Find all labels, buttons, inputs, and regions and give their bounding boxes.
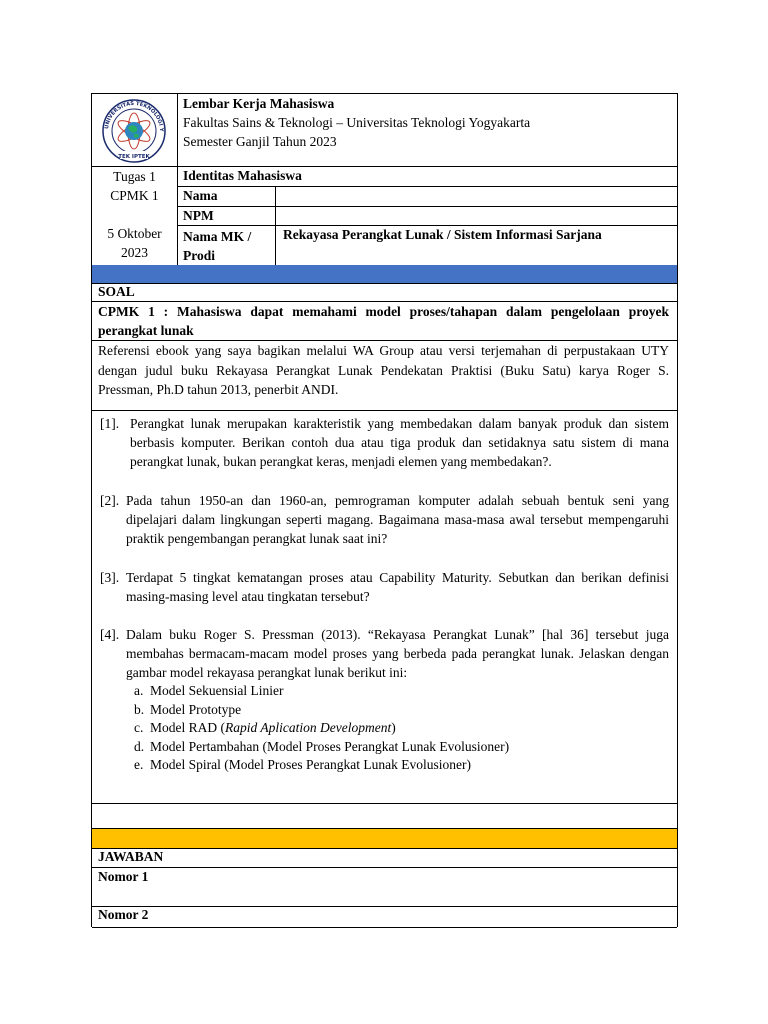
mk-value: Rekayasa Perangkat Lunak / Sistem Informasi Sarjana [283,227,602,242]
reference-row [92,341,677,411]
worksheet-table [91,93,678,927]
question-1-number: [1]. [100,416,120,431]
nama-label: Nama [183,188,218,203]
cpmk-statement: CPMK 1 : Mahasiswa dapat memahami model proses/tahapan dalam pengelolaan proyek perangkat lunak [98,304,669,338]
question-1-text: Perangkat lunak merupakan karakteristik yang membedakan dalam banyak produk dan sistem berbasis komputer. Berikan contoh dua atau tiga produk dan setidaknya satu sistem di mana perangkat lunak, bukan perangkat keras, menjadi elemen yang membedakan?. [130,416,669,469]
sub-item-b: b. Model Prototype [134,701,242,717]
logo-bottom-text: TEK IPTEK [118,154,150,160]
mk-label-1: Nama MK / [183,229,252,244]
question-4 [100,625,669,775]
cpmk-row [92,302,677,341]
answer-2-label: Nomor 2 [98,907,149,922]
university-logo [98,98,170,164]
soal-heading: SOAL [98,284,135,299]
sub-item-d: d. Model Pertambahan (Model Proses Perangkat Lunak Evolusioner) [134,738,510,754]
question-3-number: [3]. [100,570,120,585]
question-2-text: Pada tahun 1950-an dan 1960-an, pemrograman komputer adalah sebuah bentuk seni yang dipelajari dalam lingkungan seperti magang. Bagaimana masa-masa awal tersebut mempengaruhi praktik pengembangan perangkat lunak saat ini? [126,493,669,546]
task-date-2: 2023 [121,245,148,260]
sub-item-c: c. Model RAD (Rapid Aplication Development) [134,720,396,735]
soal-row [92,284,677,302]
jawaban-row [92,849,677,868]
faculty-line: Fakultas Sains & Teknologi – Universitas Teknologi Yogyakarta [183,115,531,130]
mk-label-2: Prodi [183,248,216,263]
answer-1-row[interactable] [92,868,677,907]
jawaban-heading: JAWABAN [98,849,164,864]
sheet-title: Lembar Kerja Mahasiswa [183,96,335,111]
question-4-text: Dalam buku Roger S. Pressman (2013). “Rekayasa Perangkat Lunak” [hal 36] tersebut juga membahas bermacam-macam model proses yang berbeda pada perangkat lunak. Jelaskan dengan gambar model rekayasa perangkat lunak berikut ini: [126,627,669,680]
npm-row [178,207,677,226]
question-2-number: [2]. [100,493,120,508]
question-1 [100,414,669,471]
question-2 [100,491,669,548]
orange-separator-bar [92,829,677,849]
header-row [92,94,677,167]
question-3-text: Terdapat 5 tingkat kematangan proses atau Capability Maturity. Sebutkan dan berikan definisi masing-masing level atau tingkatan tersebut? [126,570,669,604]
semester-line: Semester Ganjil Tahun 2023 [183,134,337,149]
nama-row [178,187,677,207]
mk-row [178,226,677,265]
reference-text: Referensi ebook yang saya bagikan melalui WA Group atau versi terjemahan di perpustakaan UTY dengan judul buku Rekayasa Perangkat Lunak Pendekatan Praktisi (Buku Satu) karya Roger S. Pressman, Ph.D tahun 2013, penerbit ANDI. [98,343,669,397]
blue-separator-bar [92,265,677,284]
sub-item-a: a. Model Sekuensial Linier [134,683,284,698]
task-number: Tugas 1 [113,169,156,184]
question-4-number: [4]. [100,627,120,642]
questions-row [92,411,677,804]
task-date-1: 5 Oktober [107,226,162,241]
logo-ring-text: UNIVERSITAS TEKNOLOGI Y [104,100,165,132]
question-4-sublist [126,682,669,775]
empty-row [92,804,677,829]
question-3 [100,568,669,606]
identity-block [92,167,677,266]
answer-1-label: Nomor 1 [98,869,149,884]
sub-item-e: e. Model Spiral (Model Proses Perangkat Lunak Evolusioner) [134,757,471,772]
npm-label: NPM [183,208,214,223]
answer-2-row[interactable] [92,907,677,928]
task-cpmk: CPMK 1 [110,188,159,203]
identity-heading: Identitas Mahasiswa [183,168,302,183]
